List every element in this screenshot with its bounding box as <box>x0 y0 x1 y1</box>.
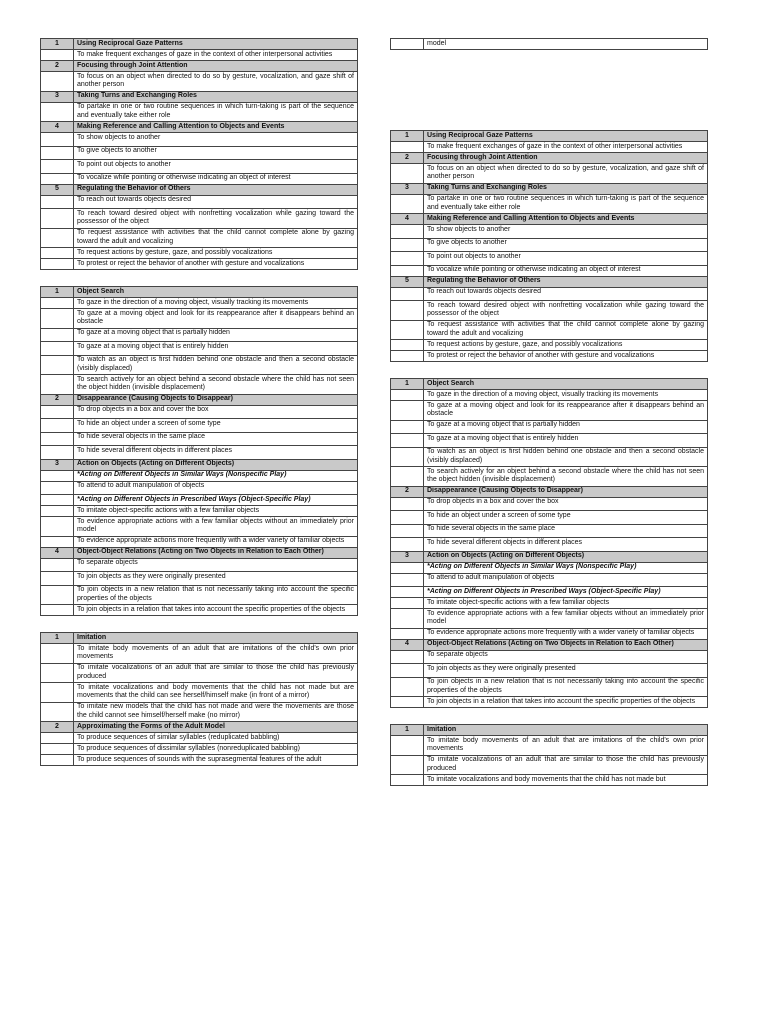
section-title: Taking Turns and Exchanging Roles <box>74 91 358 102</box>
objective-text: To gaze at a moving object that is partially hidden <box>74 328 358 342</box>
row-number <box>41 517 74 537</box>
row-number <box>41 755 74 766</box>
objective-text: To imitate body movements of an adult that are imitations of the child's own prior movements <box>424 736 708 756</box>
section-number: 5 <box>41 184 74 195</box>
row-number <box>41 605 74 616</box>
table-row <box>41 375 358 395</box>
table-row <box>391 538 708 552</box>
table-row <box>41 517 358 537</box>
objective-text: To give objects to another <box>74 146 358 160</box>
table-row <box>391 390 708 401</box>
imitation-table <box>40 632 358 766</box>
objective-text: To vocalize while pointing or otherwise indicating an object of interest <box>74 173 358 184</box>
section-number: 2 <box>391 153 424 164</box>
table-row <box>41 50 358 61</box>
objective-text: To gaze at a moving object and look for its reappearance after it disappears behind an obstacle <box>424 401 708 421</box>
section-title: Imitation <box>74 633 358 644</box>
row-number <box>391 301 424 321</box>
table-row <box>391 467 708 487</box>
objective-text: To imitate vocalizations of an adult that are similar to those the child has previously produced <box>74 663 358 683</box>
row-number <box>41 585 74 605</box>
objective-text: To make frequent exchanges of gaze in the context of other interpersonal activities <box>424 142 708 153</box>
objective-text: To watch as an object is first hidden behind one obstacle and then a second obstacle (visibly displaced) <box>424 447 708 467</box>
table-row <box>41 702 358 722</box>
imitation-table-partial <box>390 724 708 786</box>
objective-text: To hide an object under a screen of some type <box>74 419 358 433</box>
table-row <box>391 320 708 340</box>
objective-text: To protest or reject the behavior of another with gesture and vocalizations <box>424 351 708 362</box>
row-number <box>391 164 424 184</box>
section-title: Disappearance (Causing Objects to Disappear) <box>74 394 358 405</box>
objective-text: To imitate body movements of an adult that are imitations of the child's own prior movements <box>74 644 358 664</box>
table-row <box>41 536 358 547</box>
section-title: Focusing through Joint Attention <box>424 153 708 164</box>
section-number: 1 <box>391 379 424 390</box>
row-number <box>41 160 74 174</box>
objective-text: To join objects in a relation that takes into account the specific properties of the objects <box>424 697 708 708</box>
objective-text: To drop objects in a box and cover the box <box>74 405 358 419</box>
table-row <box>41 572 358 586</box>
row-number <box>391 225 424 239</box>
row-number <box>391 524 424 538</box>
table-row <box>41 228 358 248</box>
objective-text: To request actions by gesture, gaze, and possibly vocalizations <box>74 248 358 259</box>
row-number <box>391 194 424 214</box>
table-row <box>391 351 708 362</box>
section-title: Using Reciprocal Gaze Patterns <box>74 39 358 50</box>
table-row <box>41 342 358 356</box>
objective-text: To produce sequences of similar syllables (reduplicated babbling) <box>74 733 358 744</box>
table-row <box>41 309 358 329</box>
table-row <box>391 340 708 351</box>
objective-text: To protest or reject the behavior of another with gesture and vocalizations <box>74 259 358 270</box>
table-row <box>41 585 358 605</box>
objective-text: To separate objects <box>74 558 358 572</box>
table-row <box>391 142 708 153</box>
section-header-row <box>41 394 358 405</box>
row-number <box>391 538 424 552</box>
section-number: 2 <box>391 486 424 497</box>
section-header-row <box>391 153 708 164</box>
table-row <box>391 677 708 697</box>
objective-text: To join objects in a new relation that is not necessarily taking into account the specific properties of the objects <box>424 677 708 697</box>
section-number: 1 <box>391 131 424 142</box>
table-row <box>41 133 358 147</box>
table-row <box>391 194 708 214</box>
table-row <box>41 733 358 744</box>
row-number <box>41 702 74 722</box>
row-number <box>41 683 74 703</box>
row-number <box>41 536 74 547</box>
section-number: 3 <box>41 91 74 102</box>
table-row <box>391 164 708 184</box>
table-row <box>41 755 358 766</box>
table-row <box>391 524 708 538</box>
section-header-row <box>391 276 708 287</box>
objective-text: To produce sequences of dissimilar syllables (nonreduplicated babbling) <box>74 744 358 755</box>
row-number <box>391 736 424 756</box>
objective-text: To gaze at a moving object that is partially hidden <box>424 420 708 434</box>
row-number <box>391 677 424 697</box>
row-number <box>41 195 74 209</box>
row-number <box>391 650 424 664</box>
table-row <box>391 511 708 525</box>
row-number <box>41 173 74 184</box>
row-number <box>391 390 424 401</box>
objective-text: To drop objects in a box and cover the box <box>424 497 708 511</box>
row-text: model <box>424 39 708 50</box>
objective-text: To join objects as they were originally presented <box>424 664 708 678</box>
row-number <box>391 39 424 50</box>
objective-text: To make frequent exchanges of gaze in the context of other interpersonal activities <box>74 50 358 61</box>
objective-text: To hide several objects in the same place <box>424 524 708 538</box>
section-title: Taking Turns and Exchanging Roles <box>424 183 708 194</box>
section-title: Disappearance (Causing Objects to Disappear) <box>424 486 708 497</box>
row-number <box>391 434 424 448</box>
section-number: 3 <box>391 183 424 194</box>
objective-text: To show objects to another <box>74 133 358 147</box>
table-row <box>41 355 358 375</box>
objective-text: To imitate object-specific actions with a few familiar objects <box>424 598 708 609</box>
objective-text: To watch as an object is first hidden behind one obstacle and then a second obstacle (visibly displaced) <box>74 355 358 375</box>
objects-table-copy <box>390 378 708 708</box>
table-row <box>41 209 358 229</box>
row-number <box>41 405 74 419</box>
section-header-row <box>391 131 708 142</box>
section-number: 1 <box>41 633 74 644</box>
table-row <box>391 420 708 434</box>
row-number <box>391 467 424 487</box>
row-number <box>391 351 424 362</box>
table-row <box>41 146 358 160</box>
row-number <box>41 419 74 433</box>
table-row <box>391 497 708 511</box>
row-number <box>41 342 74 356</box>
objective-text: To gaze at a moving object that is entirely hidden <box>74 342 358 356</box>
objective-text: To imitate new models that the child has not made and were the movements are those the child cannot see himself/herself make (no mirror) <box>74 702 358 722</box>
objective-text: To reach toward desired object with nonfretting vocalization while gazing toward the possessor of the object <box>74 209 358 229</box>
left-column <box>40 38 358 766</box>
section-header-row <box>41 547 358 558</box>
section-header-row <box>41 184 358 195</box>
row-number <box>41 572 74 586</box>
objective-text: To focus on an object when directed to do so by gesture, vocalization, and gaze shift of another person <box>424 164 708 184</box>
subheading-text: *Acting on Different Objects in Prescribed Ways (Object-Specific Play) <box>74 495 358 506</box>
row-number <box>391 142 424 153</box>
objective-text: To evidence appropriate actions with a few familiar objects without an immediately prior model <box>74 517 358 537</box>
table-row <box>391 573 708 587</box>
section-title: Regulating the Behavior of Others <box>74 184 358 195</box>
objective-text: To hide several objects in the same place <box>74 432 358 446</box>
section-number: 1 <box>41 287 74 298</box>
section-header-row <box>391 183 708 194</box>
table-row <box>391 287 708 301</box>
row-number <box>391 573 424 587</box>
section-title: Regulating the Behavior of Others <box>424 276 708 287</box>
objective-text: To vocalize while pointing or otherwise indicating an object of interest <box>424 265 708 276</box>
section-header-row <box>391 725 708 736</box>
objective-text: To produce sequences of sounds with the suprasegmental features of the adult <box>74 755 358 766</box>
row-number <box>391 420 424 434</box>
objective-text: To separate objects <box>424 650 708 664</box>
section-number: 2 <box>41 61 74 72</box>
section-header-row <box>391 551 708 562</box>
row-number <box>41 259 74 270</box>
section-number: 4 <box>41 122 74 133</box>
table-row <box>391 775 708 786</box>
row-number <box>41 50 74 61</box>
table-row <box>391 225 708 239</box>
section-number: 2 <box>41 722 74 733</box>
objective-text: To evidence appropriate actions more frequently with a wider variety of familiar objects <box>74 536 358 547</box>
row-number <box>41 355 74 375</box>
section-number: 4 <box>391 639 424 650</box>
row-number <box>41 309 74 329</box>
table-row <box>41 663 358 683</box>
table-row <box>41 328 358 342</box>
row-number <box>41 146 74 160</box>
section-number: 3 <box>41 459 74 470</box>
objective-text: To focus on an object when directed to do so by gesture, vocalization, and gaze shift of another person <box>74 72 358 92</box>
section-title: Action on Objects (Acting on Different Objects) <box>424 551 708 562</box>
row-number <box>41 72 74 92</box>
section-number: 1 <box>41 39 74 50</box>
section-number: 3 <box>391 551 424 562</box>
table-row <box>391 664 708 678</box>
row-number <box>41 209 74 229</box>
row-number <box>391 598 424 609</box>
objective-text: To partake in one or two routine sequences in which turn-taking is part of the sequence and eventually take either role <box>74 102 358 122</box>
table-row <box>41 446 358 460</box>
section-number: 2 <box>41 394 74 405</box>
objective-text: To join objects in a new relation that is not necessarily taking into account the specific properties of the objects <box>74 585 358 605</box>
section-title: Object-Object Relations (Acting on Two Objects in Relation to Each Other) <box>424 639 708 650</box>
row-number <box>391 628 424 639</box>
objective-text: To evidence appropriate actions more frequently with a wider variety of familiar objects <box>424 628 708 639</box>
row-number <box>391 511 424 525</box>
objective-text: To hide an object under a screen of some type <box>424 511 708 525</box>
row-number <box>41 663 74 683</box>
subheading-text: *Acting on Different Objects in Similar Ways (Nonspecific Play) <box>424 562 708 573</box>
communication-table <box>40 38 358 270</box>
table-row <box>41 248 358 259</box>
section-header-row <box>391 214 708 225</box>
objective-text: To reach toward desired object with nonfretting vocalization while gazing toward the possessor of the object <box>424 301 708 321</box>
table-row <box>391 736 708 756</box>
row-number <box>41 298 74 309</box>
section-number: 5 <box>391 276 424 287</box>
row-number <box>41 328 74 342</box>
subheading-text: *Acting on Different Objects in Prescribed Ways (Object-Specific Play) <box>424 587 708 598</box>
objective-text: To request assistance with activities that the child cannot complete alone by gazing toward the adult and vocalizing <box>74 228 358 248</box>
row-number <box>41 470 74 481</box>
section-number: 4 <box>391 214 424 225</box>
table-row <box>391 587 708 598</box>
row-number <box>391 252 424 266</box>
table-row <box>391 265 708 276</box>
objective-text: To give objects to another <box>424 238 708 252</box>
communication-table-copy <box>390 130 708 362</box>
section-header-row <box>41 91 358 102</box>
section-header-row <box>41 122 358 133</box>
objective-text: To attend to adult manipulation of objects <box>74 481 358 495</box>
objective-text: To reach out towards objects desired <box>424 287 708 301</box>
objective-text: To hide several different objects in different places <box>424 538 708 552</box>
row-number <box>41 558 74 572</box>
table-row <box>391 39 708 50</box>
row-number <box>391 447 424 467</box>
row-number <box>41 133 74 147</box>
row-number <box>41 644 74 664</box>
section-title: Focusing through Joint Attention <box>74 61 358 72</box>
objective-text: To join objects as they were originally presented <box>74 572 358 586</box>
table-row <box>41 470 358 481</box>
row-number <box>391 340 424 351</box>
objective-text: To gaze at a moving object and look for its reappearance after it disappears behind an obstacle <box>74 309 358 329</box>
table-row <box>391 628 708 639</box>
row-number <box>391 609 424 629</box>
row-number <box>41 228 74 248</box>
table-row <box>41 481 358 495</box>
table-row <box>391 401 708 421</box>
section-title: Using Reciprocal Gaze Patterns <box>424 131 708 142</box>
objective-text: To join objects in a relation that takes into account the specific properties of the objects <box>74 605 358 616</box>
row-number <box>391 562 424 573</box>
table-row <box>391 755 708 775</box>
section-title: Imitation <box>424 725 708 736</box>
section-header-row <box>41 287 358 298</box>
row-number <box>41 481 74 495</box>
table-row <box>41 605 358 616</box>
objective-text: To imitate vocalizations and body movements that the child has not made but are movements that the child can see herself/himself make (in front of a mirror) <box>74 683 358 703</box>
objective-text: To partake in one or two routine sequences in which turn-taking is part of the sequence and eventually take either role <box>424 194 708 214</box>
table-row <box>41 558 358 572</box>
table-row <box>391 252 708 266</box>
objects-table <box>40 286 358 616</box>
row-number <box>41 446 74 460</box>
row-number <box>41 744 74 755</box>
row-number <box>391 265 424 276</box>
table-row <box>41 495 358 506</box>
objective-text: To request assistance with activities that the child cannot complete alone by gazing toward the adult and vocalizing <box>424 320 708 340</box>
row-number <box>391 755 424 775</box>
table-row <box>41 259 358 270</box>
objective-text: To imitate vocalizations of an adult that are similar to those the child has previously produced <box>424 755 708 775</box>
section-header-row <box>41 459 358 470</box>
table-row <box>391 598 708 609</box>
section-title: Approximating the Forms of the Adult Model <box>74 722 358 733</box>
row-number <box>391 664 424 678</box>
section-header-row <box>391 639 708 650</box>
table-row <box>391 301 708 321</box>
section-title: Object-Object Relations (Acting on Two Objects in Relation to Each Other) <box>74 547 358 558</box>
row-number <box>41 375 74 395</box>
objective-text: To imitate vocalizations and body movements that the child has not made but <box>424 775 708 786</box>
section-header-row <box>41 633 358 644</box>
table-row <box>41 195 358 209</box>
row-number <box>391 238 424 252</box>
section-number: 1 <box>391 725 424 736</box>
row-number <box>41 102 74 122</box>
section-header-row <box>41 61 358 72</box>
objective-text: To search actively for an object behind a second obstacle where the child has not seen the object hidden (invisible displacement) <box>74 375 358 395</box>
objective-text: To evidence appropriate actions with a few familiar objects without an immediately prior model <box>424 609 708 629</box>
objective-text: To gaze at a moving object that is entirely hidden <box>424 434 708 448</box>
row-number <box>391 401 424 421</box>
objective-text: To imitate object-specific actions with a few familiar objects <box>74 506 358 517</box>
row-number <box>391 497 424 511</box>
table-row <box>391 697 708 708</box>
table-row <box>391 609 708 629</box>
row-number <box>391 287 424 301</box>
section-header-row <box>391 379 708 390</box>
table-row <box>41 506 358 517</box>
table-row <box>41 683 358 703</box>
row-number <box>391 775 424 786</box>
objective-text: To attend to adult manipulation of objects <box>424 573 708 587</box>
table-row <box>41 644 358 664</box>
section-header-row <box>41 722 358 733</box>
section-title: Object Search <box>424 379 708 390</box>
objective-text: To reach out towards objects desired <box>74 195 358 209</box>
table-row <box>41 72 358 92</box>
table-row <box>41 173 358 184</box>
section-title: Object Search <box>74 287 358 298</box>
table-row <box>41 160 358 174</box>
table-row <box>391 562 708 573</box>
objective-text: To point out objects to another <box>74 160 358 174</box>
table-row <box>391 447 708 467</box>
table-row <box>41 432 358 446</box>
model-continuation-table <box>390 38 708 50</box>
section-header-row <box>41 39 358 50</box>
section-title: Making Reference and Calling Attention to Objects and Events <box>424 214 708 225</box>
objective-text: To request actions by gesture, gaze, and possibly vocalizations <box>424 340 708 351</box>
objective-text: To gaze in the direction of a moving object, visually tracking its movements <box>74 298 358 309</box>
section-title: Action on Objects (Acting on Different Objects) <box>74 459 358 470</box>
objective-text: To hide several different objects in different places <box>74 446 358 460</box>
table-row <box>391 650 708 664</box>
table-row <box>41 298 358 309</box>
section-header-row <box>391 486 708 497</box>
row-number <box>391 697 424 708</box>
row-number <box>391 587 424 598</box>
row-number <box>41 733 74 744</box>
row-number <box>41 495 74 506</box>
table-row <box>41 102 358 122</box>
subheading-text: *Acting on Different Objects in Similar Ways (Nonspecific Play) <box>74 470 358 481</box>
objective-text: To gaze in the direction of a moving object, visually tracking its movements <box>424 390 708 401</box>
table-row <box>41 744 358 755</box>
table-row <box>391 434 708 448</box>
row-number <box>41 432 74 446</box>
section-title: Making Reference and Calling Attention to Objects and Events <box>74 122 358 133</box>
objective-text: To point out objects to another <box>424 252 708 266</box>
section-number: 4 <box>41 547 74 558</box>
row-number <box>41 248 74 259</box>
table-row <box>41 405 358 419</box>
objective-text: To search actively for an object behind a second obstacle where the child has not seen the object hidden (invisible displacement) <box>424 467 708 487</box>
row-number <box>391 320 424 340</box>
table-row <box>41 419 358 433</box>
table-row <box>391 238 708 252</box>
row-number <box>41 506 74 517</box>
objective-text: To show objects to another <box>424 225 708 239</box>
right-column <box>390 38 708 786</box>
